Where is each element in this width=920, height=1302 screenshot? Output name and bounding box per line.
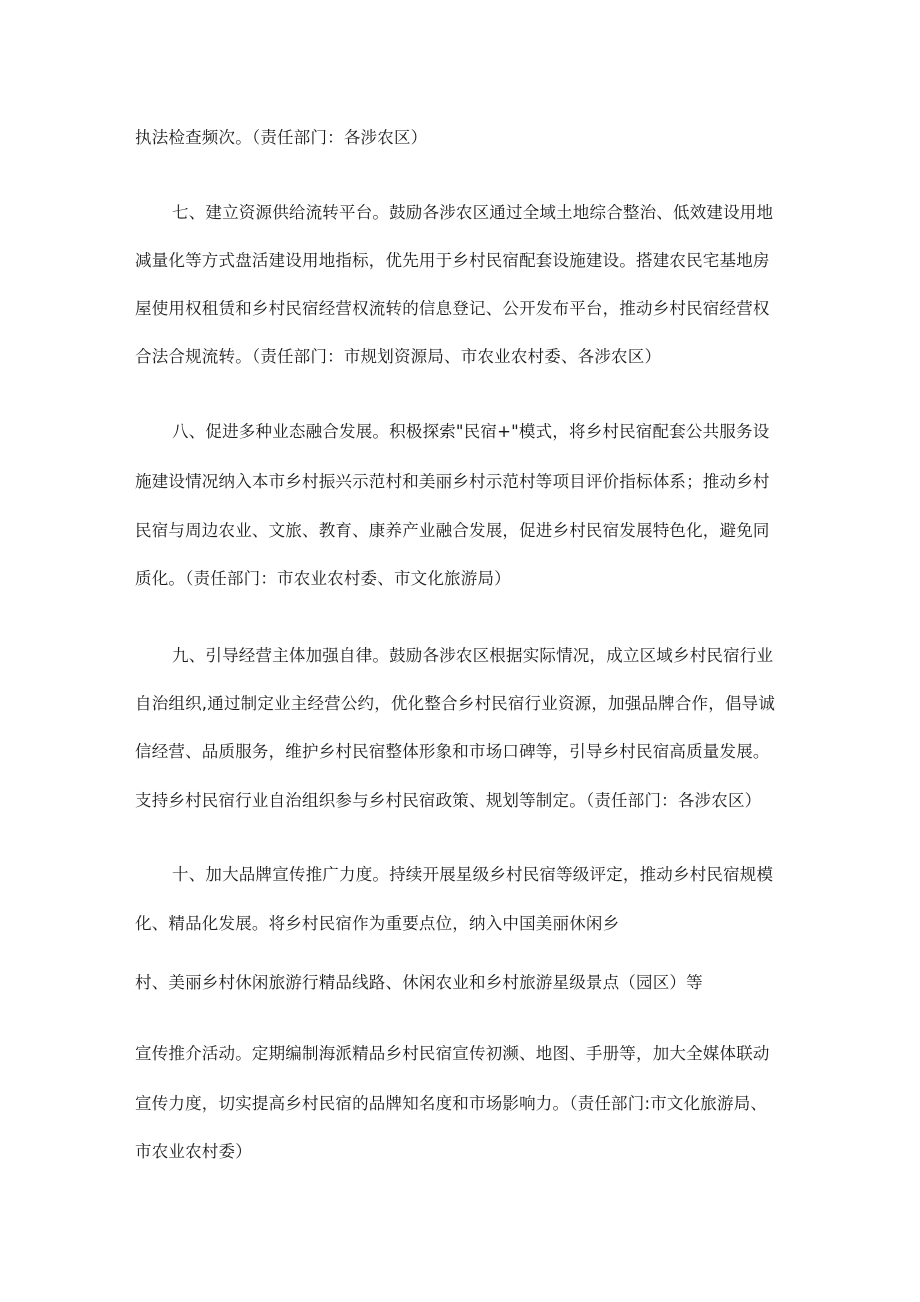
text-line: 质化。（责任部门：市农业农村委、市文化旅游局） (135, 569, 511, 588)
section-8-heading-line: 八、促进多种业态融合发展。积极探索"民宿+"模式，将乡村民宿配套公共服务设 (172, 422, 770, 441)
section-7-heading-line: 七、建立资源供给流转平台。鼓励各涉农区通过全域土地综合整治、低效建设用地 (172, 203, 774, 222)
section-10-heading-line: 十、加大品牌宣传推广力度。持续开展星级乡村民宿等级评定，推动乡村民宿规模 (172, 865, 774, 884)
text-line: 支持乡村民宿行业自治组织参与乡村民宿政策、规划等制定。（责任部门：各涉农区） (135, 791, 762, 810)
section-9-heading-line: 九、引导经营主体加强自律。鼓励各涉农区根据实际情况，成立区域乡村民宿行业 (172, 646, 774, 665)
text-line: 执法检查频次。（责任部门：各涉农区） (135, 128, 428, 147)
text-line: 市农业农村委） (135, 1142, 252, 1161)
text-line: 自治组织,通过制定业主经营公约，优化整合乡村民宿行业资源，加强品牌合作，倡导诚 (135, 694, 776, 713)
text-line: 屋使用权租赁和乡村民宿经营权流转的信息登记、公开发布平台，推动乡村民宿经营权 (135, 299, 770, 318)
text-line: 宣传力度，切实提高乡村民宿的品牌知名度和市场影响力。（责任部门:市文化旅游局、 (135, 1094, 768, 1113)
text-line: 信经营、品质服务，维护乡村民宿整体形象和市场口碑等，引导乡村民宿高质量发展。 (135, 742, 770, 761)
text-line: 减量化等方式盘活建设用地指标，优先用于乡村民宿配套设施建设。搭建农民宅基地房 (135, 251, 770, 270)
text-line: 宣传推介活动。定期编制海派精品乡村民宿宣传初濒、地图、手册等，加大全媒体联动 (135, 1044, 770, 1063)
text-line: 化、精品化发展。将乡村民宿作为重要点位，纳入中国美丽休闲乡 (135, 914, 620, 933)
text-line: 合法合规流转。（责任部门：市规划资源局、市农业农村委、各涉农区） (135, 347, 662, 366)
text-line: 施建设情况纳入本市乡村振兴示范村和美丽乡村示范村等项目评价指标体系；推动乡村 (135, 472, 770, 491)
text-line: 村、美丽乡村休闲旅游行精品线路、休闲农业和乡村旅游星级景点（园区）等 (135, 973, 703, 992)
text-line: 民宿与周边农业、文旅、教育、康养产业融合发展，促进乡村民宿发展特色化，避免同 (135, 521, 770, 540)
